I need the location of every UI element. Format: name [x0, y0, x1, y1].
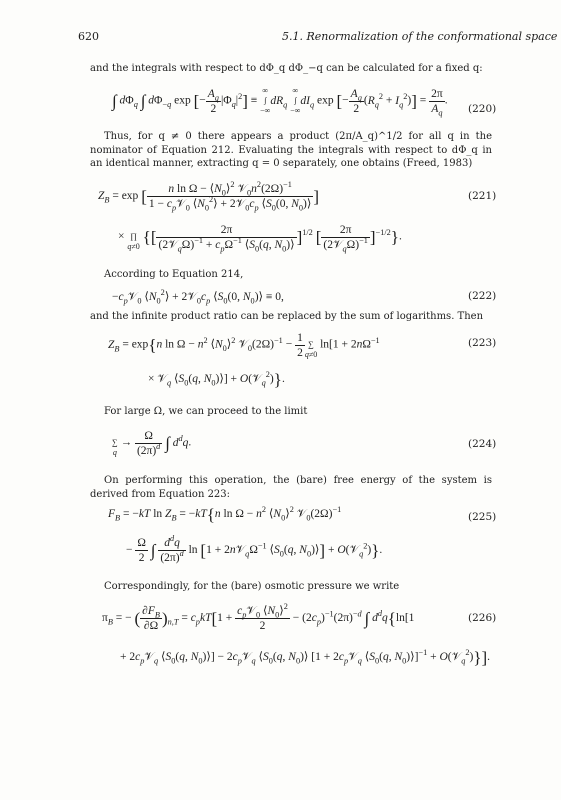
equation-number-222: (222) — [468, 290, 497, 302]
equation-number-224: (224) — [468, 438, 497, 450]
paragraph-infinite-product: and the infinite product ratio can be replaced by the sum of logarithms. Then — [90, 311, 484, 322]
equation-223-continued: × 𝒱$_q$ $⟨S_0(q$, $N_0)⟩$] + O(𝒱$_q^2$)}. — [148, 370, 285, 389]
paragraph-large-omega: For large Ω, we can proceed to the limit — [104, 406, 308, 417]
equation-221: $Z_B = \exp$ [ $\frac{n \ln \Omega - ⟨N_0⟩^2 𝒱_0n^2(2\Omega)^{-1}}{1 - c_p𝒱_0 ⟨N_0^2⟩ + 2𝒱_0c_p ⟨S_0(0, N_0)⟩}$ ] — [98, 180, 320, 213]
paragraph-integrals: and the integrals with respect to dΦ_q dΦ_−q can be calculated for a fixed q: — [90, 63, 483, 74]
equation-222: $-c_p𝒱_0$ $⟨N_0^2⟩$ + $2𝒱_0c_p$ $⟨S_0(0$, $N_0)⟩ \equiv 0$, — [112, 288, 284, 306]
paragraph-product: Thus, for q ≠ 0 there appears a product (2π/A_q)^1/2 for all q in the nominator of Equation 212. Evaluating the integrals with respect to dΦ_q in an identical manner, extracting q = 0 separately, one obtains (Freed, 1983) — [90, 131, 492, 169]
equation-number-225: (225) — [468, 511, 497, 523]
equation-number-226: (226) — [468, 612, 497, 624]
paragraph-osmotic: Correspondingly, for the (bare) osmotic pressure we write — [104, 581, 400, 592]
equation-226: $\pi_B$ = − ( $\frac{\partial F_B}{\partial\Omega}$ )$_{n,T} = c_pkT[1$ + $\frac{c_p𝒱_0 ⟨N_0⟩^2}{2}$ − $(2c_p)^{-1}(2\pi)^{-d}$ ∫ $d^dq\{\ln[1$ — [102, 602, 415, 632]
equation-221-product: × ∏ q≠0 {[ $\frac{2\pi}{(2𝒱_q\Omega)^{-1} + c_p\Omega^{-1} ⟨S_0(q, N_0)⟩}$ ]$^{1/2}$ [ $\frac{2\pi}{(2𝒱_q\Omega)^{-1}}$ ]$^{-1/2}$}. — [118, 223, 402, 253]
equation-number-223: (223) — [468, 337, 497, 349]
equation-226-continued: + $2c_p𝒱_q$ $⟨S_0(q$, $N_0)⟩$] − $2c_p𝒱_q$ $⟨S_0(q$, $N_0)⟩$ [$1 + 2c_p𝒱_q$ $⟨S_0(q$, $N_0)⟩]^{-1}$ + O(𝒱$_q^2$)}]. — [120, 648, 491, 667]
equation-223: $Z_B = \exp\{n$ $\ln \Omega - n^2$ $⟨N_0⟩^2$ $𝒱_0(2\Omega)^{-1}$ − $\frac{1}{2}$ ∑ q≠0 $\ln[1 + 2n\Omega^{-1}$ — [108, 331, 380, 359]
equation-220: ∫ $d\Phi_q$ ∫ $d\Phi_{-q}$ exp [− $\frac{A_q}{2}$ $|\Phi_q|^2$] ≡ ∞ ∫ −∞ $dR_q$ ∞ ∫ −∞ $dI_q$ exp [− $\frac{A_q}{2}$ $(R_q^2 + I_q^2)$] = $\frac{2\pi}{A_q}$ . — [112, 86, 448, 117]
equation-number-220: (220) — [468, 103, 497, 115]
page-number: 620 — [78, 30, 99, 43]
equation-225-continued: − $\frac{\Omega}{2}$ ∫ $\frac{d^dq}{(2\pi)^d}$ $\ln [1 + 2n𝒱_q\Omega^{-1}$ $⟨S_0(q$, $N_0)⟩$] + O(𝒱$_q^2$)}. — [126, 534, 383, 564]
running-title: 5.1. Renormalization of the conformational space — [282, 30, 558, 43]
equation-225: $F_B = -kT$ $\ln Z_B = -kT\{n$ $\ln \Omega - n^2$ $⟨N_0⟩^2$ $𝒱_0(2\Omega)^{-1}$ — [108, 505, 342, 524]
equation-224: ∑ q → $\frac{\Omega}{(2\pi)^d}$ ∫ $d^dq$. — [112, 429, 192, 457]
equation-number-221: (221) — [468, 190, 497, 202]
paragraph-according: According to Equation 214, — [104, 269, 244, 280]
paragraph-free-energy: On performing this operation, the (bare) free energy of the system is derived from Equation 223: — [90, 475, 492, 500]
